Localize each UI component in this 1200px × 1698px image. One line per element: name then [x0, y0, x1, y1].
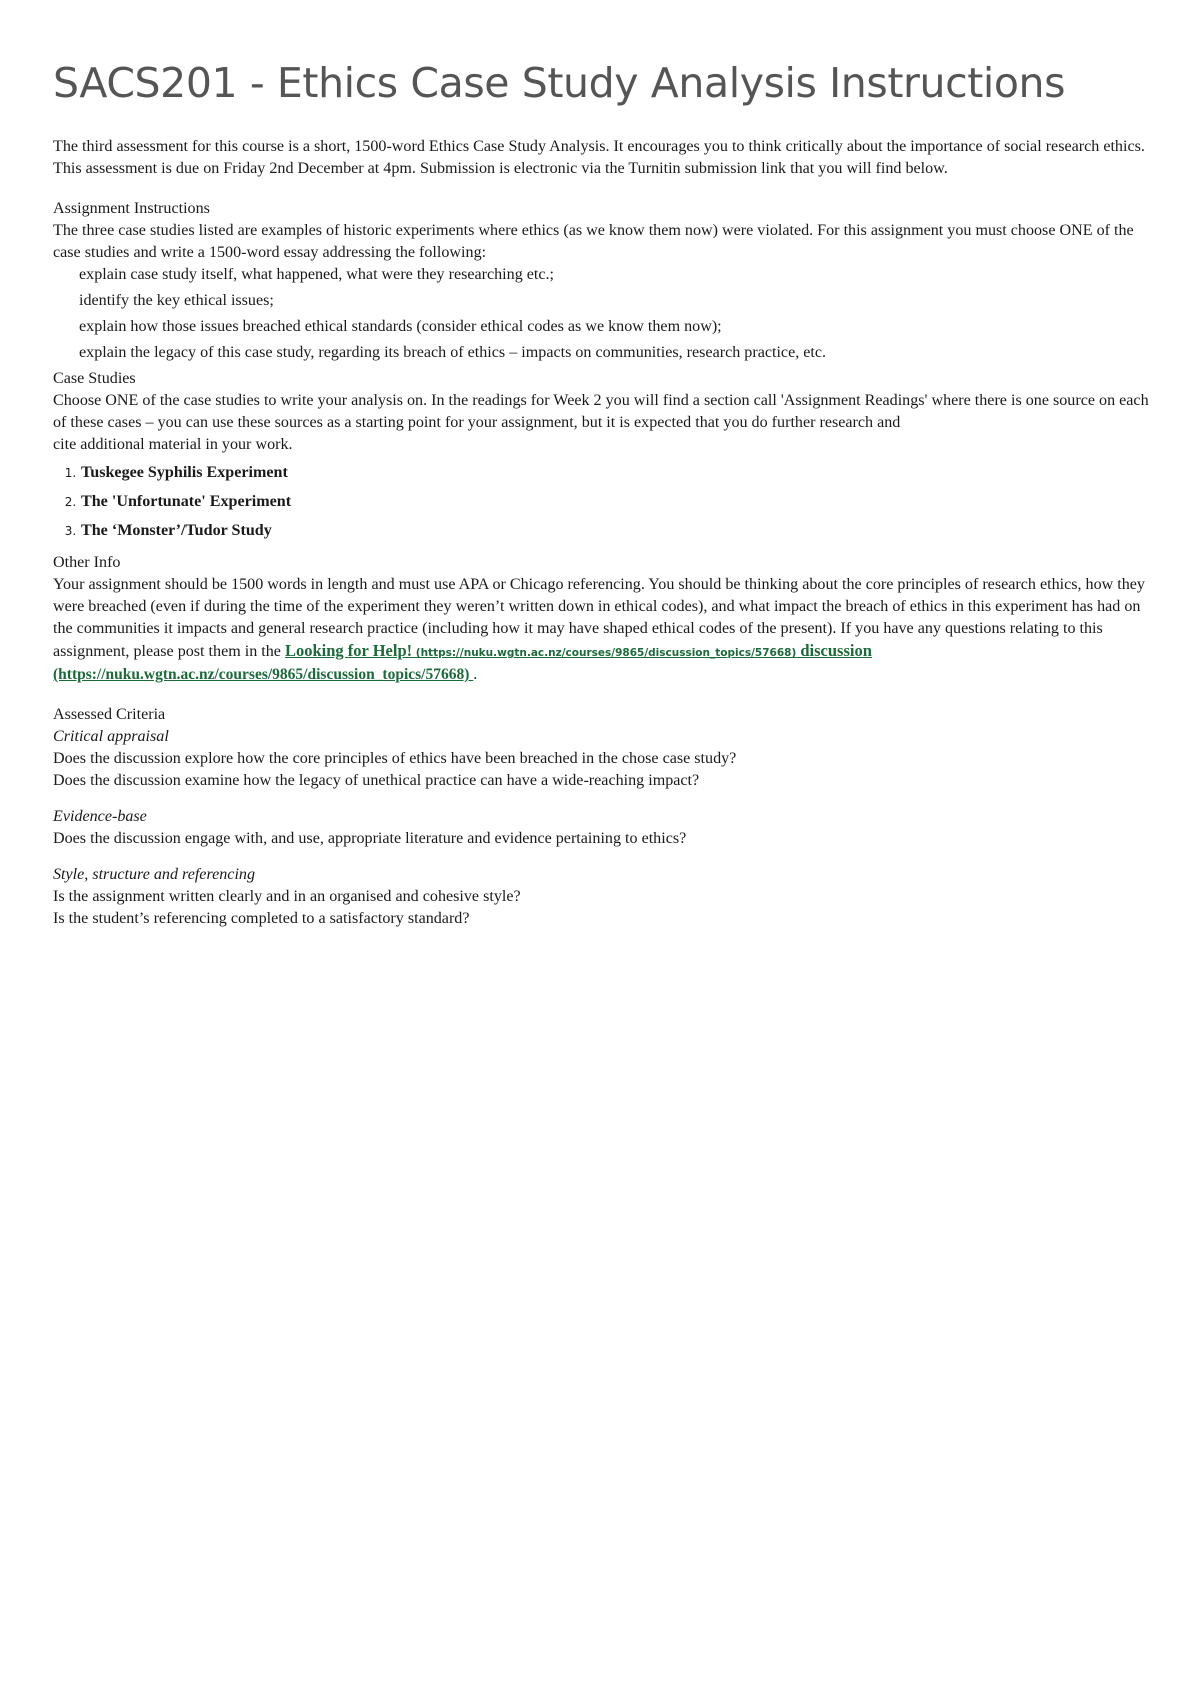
other-info-text	[53, 574, 1153, 686]
intro-paragraph-1: The third assessment for this course is a short, 1500-word Ethics Case Study Analysis. It encourages you to think critically about the importance of social research ethics.	[53, 138, 1145, 155]
assignment-instructions-heading: Assignment Instructions	[53, 200, 210, 217]
instruction-item: identify the key ethical issues;	[79, 292, 274, 309]
intro-paragraph-2: This assessment is due on Friday 2nd December at 4pm. Submission is electronic via the Turnitin submission link that you will find below.	[53, 160, 948, 177]
looking-for-help-link[interactable]: Looking for Help!	[284, 641, 413, 660]
assignment-instructions-text: The three case studies listed are examples of historic experiments where ethics (as we know them now) were violated. For this assignment you must choose ONE of the case studies and write a 1500-word essay addressing the following:	[53, 222, 1134, 261]
style-question: Is the student’s referencing completed to a satisfactory standard?	[53, 910, 470, 927]
intro-section	[53, 136, 1153, 180]
evidence-base-question: Does the discussion engage with, and use, appropriate literature and evidence pertaining to ethics?	[53, 830, 687, 847]
case-studies-text	[53, 390, 1153, 456]
style-question: Is the assignment written clearly and in an organised and cohesive style?	[53, 888, 521, 905]
style-label	[53, 864, 1153, 886]
case-study-list	[53, 462, 1153, 542]
case-studies-text-main: Choose ONE of the case studies to write your analysis on. In the readings for Week 2 you will find a section call 'Assignment Readings' where there is one source on each of these cases – you can use these sources as a starting point for your assignment, but it is expected that you do further research and	[53, 392, 1149, 431]
style-label-text: Style, structure and referencing	[53, 866, 256, 883]
case-study-item: 3. The ‘Monster’/Tudor Study	[80, 520, 1153, 542]
critical-appraisal-label-text: Critical appraisal	[53, 728, 169, 745]
assessed-criteria-section	[53, 704, 1153, 930]
case-studies-section	[53, 368, 1153, 542]
instruction-item: explain how those issues breached ethical standards (consider ethical codes as we know them now);	[79, 318, 722, 335]
case-study-item: 2. The 'Unfortunate' Experiment	[80, 491, 1153, 513]
assessed-criteria-heading: Assessed Criteria	[53, 706, 166, 723]
other-info-section	[53, 552, 1153, 686]
other-info-tail: .	[473, 666, 478, 683]
evidence-base-label-text: Evidence-base	[53, 808, 147, 825]
instruction-item: explain case study itself, what happened, what were they researching etc.;	[79, 266, 555, 283]
critical-appraisal-question: Does the discussion explore how the core principles of ethics have been breached in the chose case study?	[53, 750, 737, 767]
critical-appraisal-question: Does the discussion examine how the legacy of unethical practice can have a wide-reaching impact?	[53, 772, 700, 789]
discussion-url[interactable]: (https://nuku.wgtn.ac.nz/courses/9865/discussion_topics/57668)	[53, 666, 474, 683]
other-info-body: Your assignment should be 1500 words in length and must use APA or Chicago referencing. You should be thinking about the core principles of research ethics, how they were breached (even if during the time of the experiment they weren’t written down in ethical codes), and what impact the breach of ethics in this experiment has had on the communities it impacts and general research practice (including how it may have shaped ethical codes of the present). If you have any questions relating to this assignment, please post them in the	[53, 576, 1145, 660]
evidence-base-label	[53, 806, 1153, 828]
critical-appraisal-label	[53, 726, 1153, 748]
case-studies-text-tail: cite additional material in your work.	[53, 436, 293, 453]
case-study-item: 1. Tuskegee Syphilis Experiment	[80, 462, 1153, 484]
other-info-heading: Other Info	[53, 554, 121, 571]
document-page	[53, 58, 1153, 930]
assignment-instructions-section	[53, 198, 1153, 364]
looking-for-help-url[interactable]: (https://nuku.wgtn.ac.nz/courses/9865/discussion_topics/57668)	[412, 647, 797, 659]
page-title: SACS201 - Ethics Case Study Analysis Instructions	[53, 59, 1066, 107]
spacer	[53, 850, 1153, 864]
case-studies-heading: Case Studies	[53, 370, 136, 387]
discussion-link[interactable]: discussion	[796, 641, 872, 660]
spacer	[53, 792, 1153, 806]
instruction-item: explain the legacy of this case study, regarding its breach of ethics – impacts on communities, research practice, etc.	[79, 344, 827, 361]
instruction-list	[53, 264, 1153, 364]
